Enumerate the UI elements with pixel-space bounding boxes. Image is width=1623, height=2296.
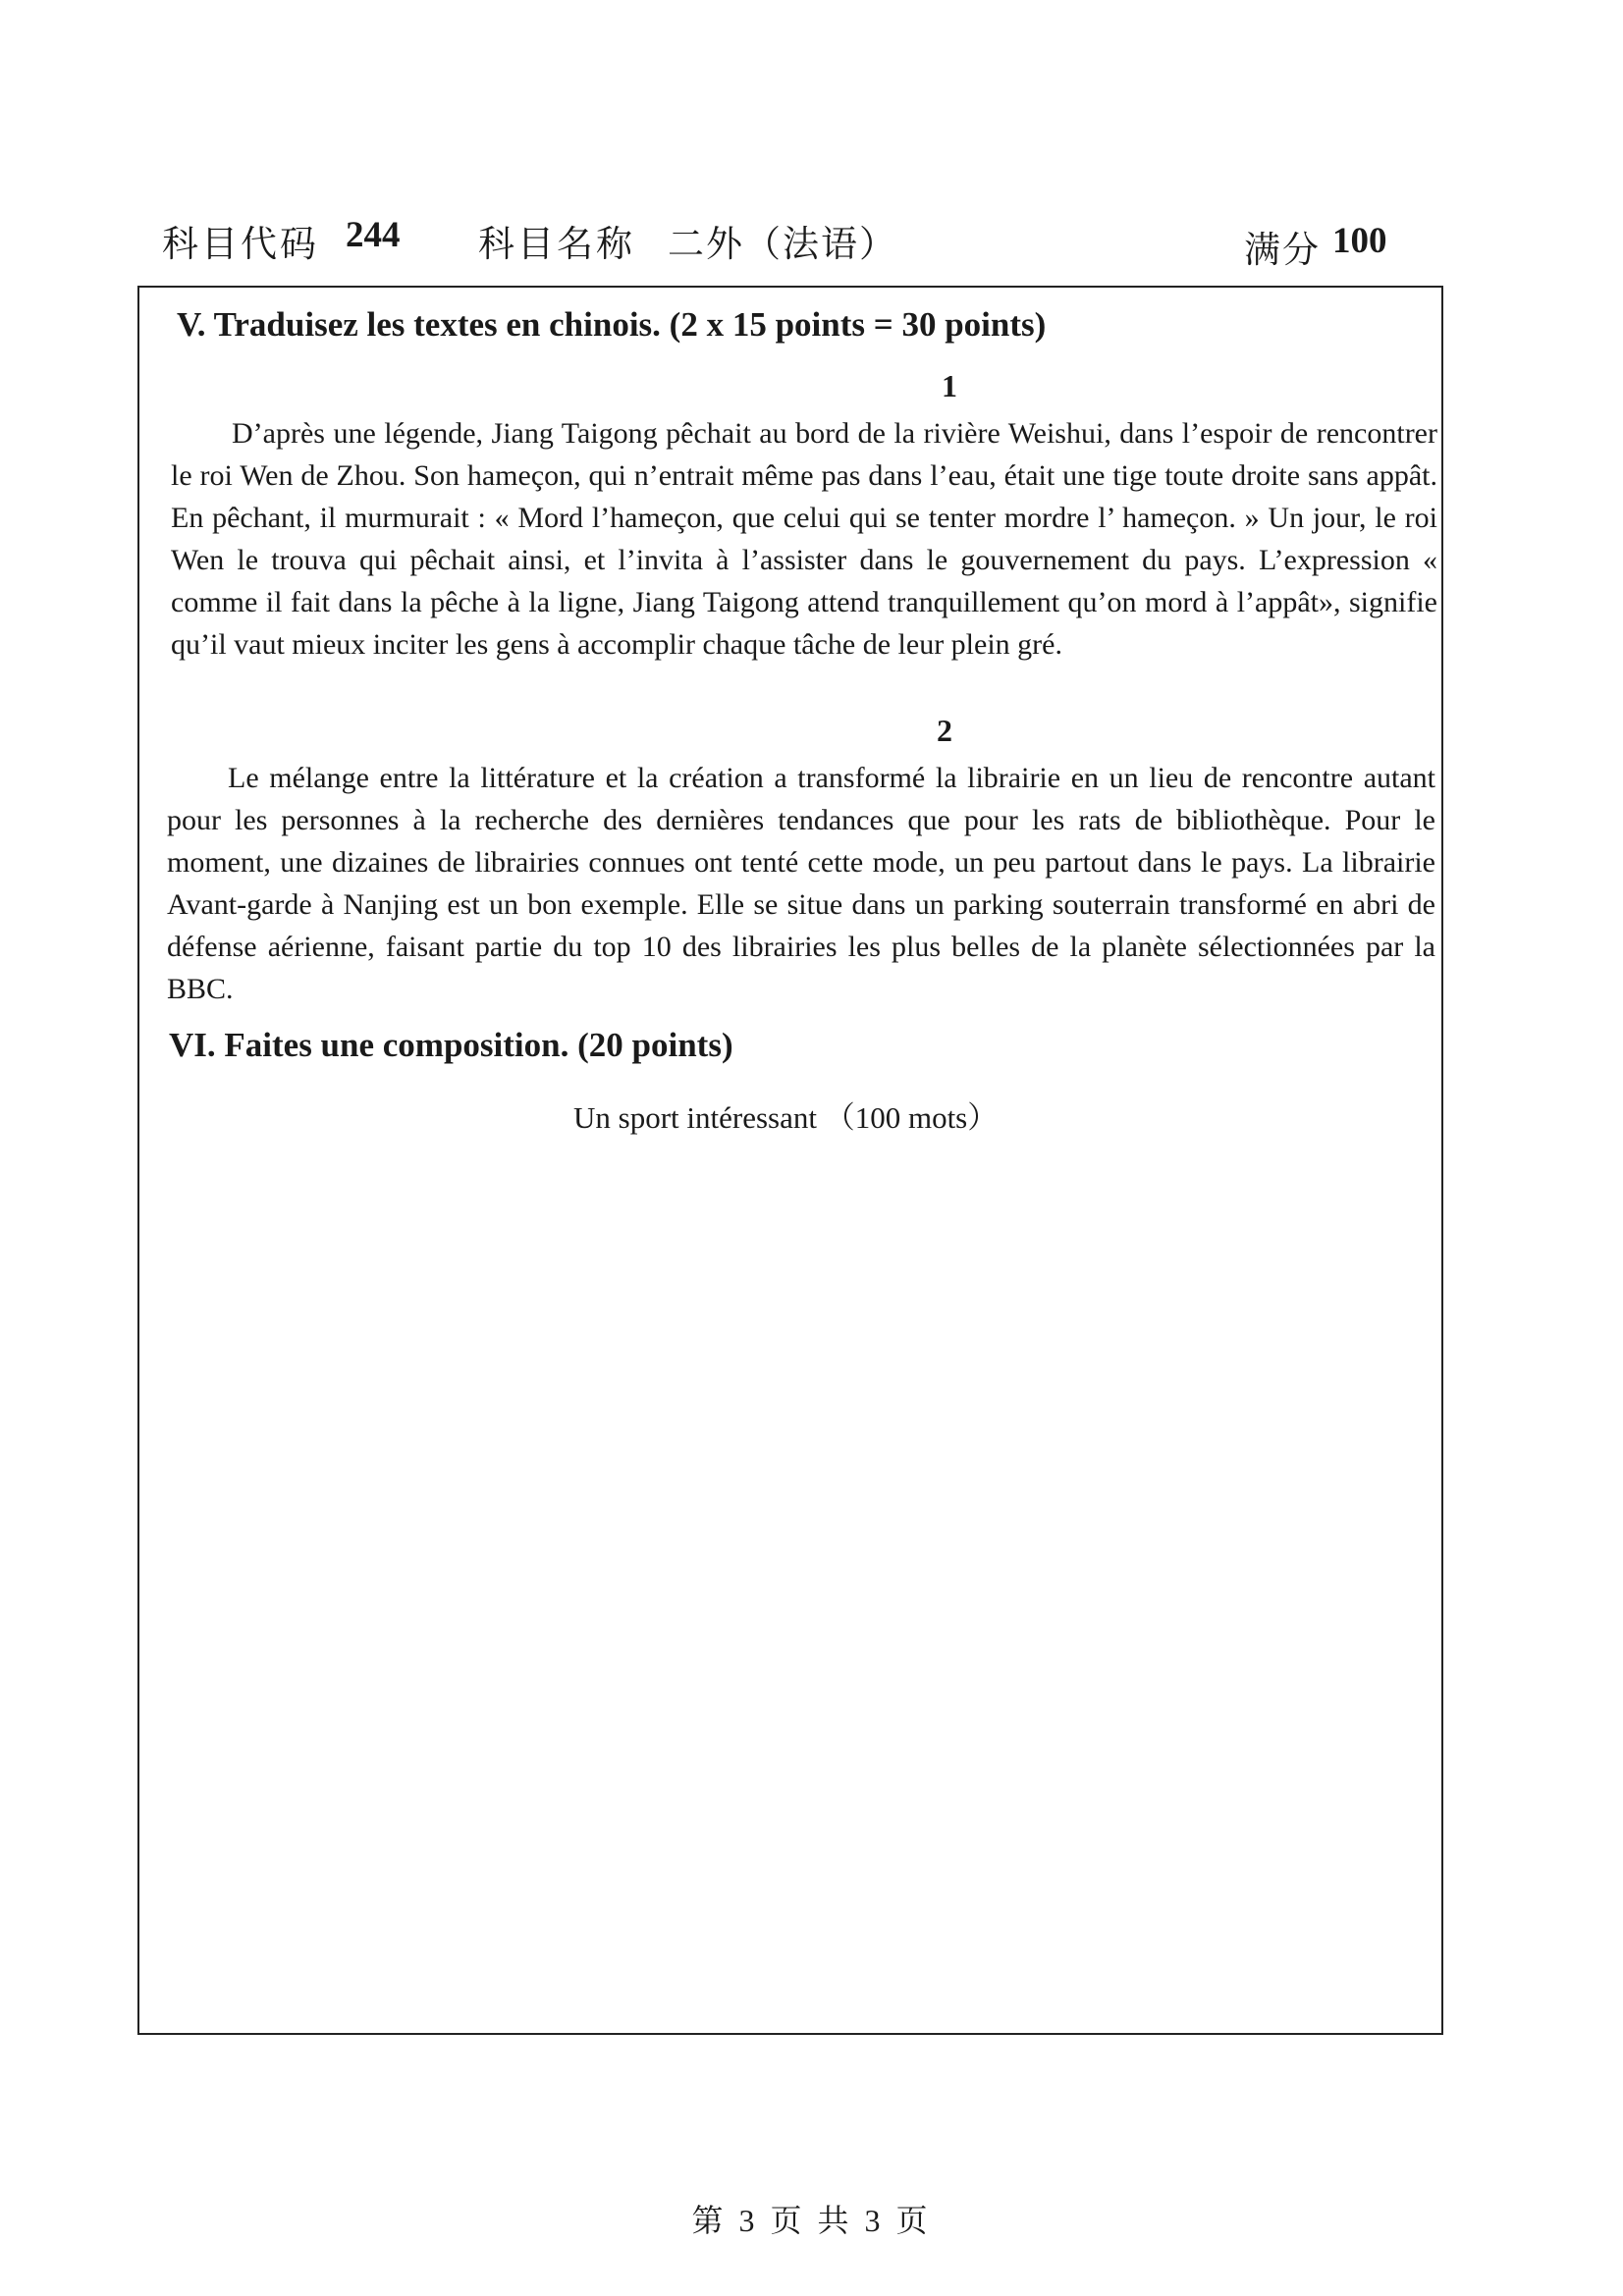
- section-6-title: VI. Faites une composition. (20 points): [169, 1026, 733, 1064]
- composition-subject: Un sport intéressant （100 mots）: [573, 1100, 999, 1135]
- subject-code-value: 244: [346, 215, 401, 255]
- part-2-text: [167, 757, 1435, 1010]
- full-score-value: 100: [1332, 221, 1387, 261]
- subject-name-label: 科目名称: [478, 225, 635, 265]
- section-5-title: V. Traduisez les textes en chinois. (2 x 15 points = 30 points): [177, 305, 1047, 344]
- page-footer: 第 3 页 共 3 页: [691, 2203, 932, 2238]
- part-1-number: 1: [942, 368, 957, 403]
- part-1-text: [171, 412, 1437, 666]
- full-score-label: 满分: [1244, 231, 1321, 271]
- part-1-paragraph: D’après une légende, Jiang Taigong pêchait au bord de la rivière Weishui, dans l’espoir de rencontrer le roi Wen de Zhou. Son hameçon, qui n’entrait même pas dans l’eau, était une tige toute droite sans appât. En pêchant, il murmurait : « Mord l’hameçon, que celui qui se tenter mordre l’ hameçon. » Un jour, le roi Wen le trouva qui pêchait ainsi, et l’invita à l’assister dans le gouvernement du pays. L’expression « comme il fait dans la pêche à la ligne, Jiang Taigong attend tranquillement qu’on mord à l’appât», signifie qu’il vaut mieux inciter les gens à accomplir chaque tâche de leur plein gré.: [171, 417, 1437, 661]
- answer-frame: [137, 286, 1443, 2035]
- subject-name-value: 二外（法语）: [668, 225, 897, 265]
- part-2-paragraph: Le mélange entre la littérature et la création a transformé la librairie en un lieu de rencontre autant pour les personnes à la recherche des dernières tendances que pour les rats de bibliothèque. Pour le moment, une dizaines de librairies connues ont tenté cette mode, un peu partout dans le pays. La librairie Avant-garde à Nanjing est un bon exemple. Elle se situe dans un parking souterrain transformé en abri de défense aérienne, faisant partie du top 10 des librairies les plus belles de la planète sélectionnées par la BBC.: [167, 762, 1435, 1005]
- exam-header: [162, 214, 1409, 273]
- part-2-number: 2: [937, 713, 952, 748]
- subject-code-label: 科目代码: [162, 225, 319, 265]
